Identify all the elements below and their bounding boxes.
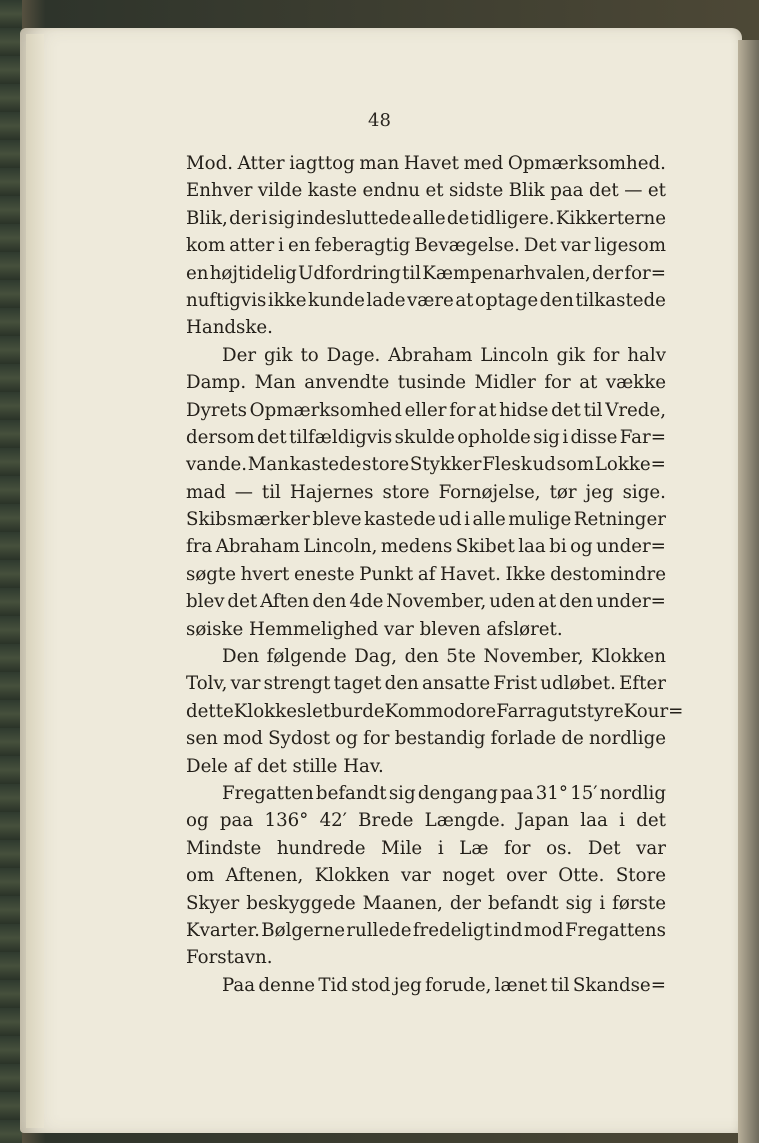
word: der (229, 207, 261, 229)
word: Frist (493, 673, 538, 695)
word: i (437, 837, 444, 859)
word: for (544, 372, 571, 394)
word: ud (532, 454, 556, 476)
word: Brede (358, 810, 414, 832)
word: Dag, (354, 646, 398, 668)
word: styre (577, 700, 624, 722)
word: at (538, 591, 557, 613)
word: Mile (381, 837, 423, 859)
word: denne (258, 974, 316, 996)
word: 4de (349, 591, 384, 613)
word: til (402, 262, 422, 284)
word: tilfældigvis (289, 426, 393, 448)
word: disse (570, 426, 618, 448)
word: som (556, 454, 595, 476)
page-number: 48 (368, 110, 391, 131)
word: Blik (508, 180, 545, 202)
word: Far= (619, 426, 666, 448)
word: Stykker (409, 454, 482, 476)
word: kaste (307, 180, 357, 202)
text-line (186, 643, 666, 670)
word: hundrede (276, 837, 366, 859)
word: kunde (308, 289, 365, 311)
word: højtidelig (209, 262, 297, 284)
word: Bølgerne (261, 919, 345, 941)
text-line (186, 260, 666, 287)
word: sig (388, 782, 416, 804)
text-line (186, 369, 666, 396)
word: Mod. (186, 153, 233, 174)
word: den (312, 591, 347, 613)
word: Skibet (455, 536, 515, 558)
word: Tid (318, 974, 348, 996)
word: strengt (263, 673, 331, 695)
word: ansatte (421, 673, 491, 695)
word: Store (615, 865, 666, 887)
word: om (186, 865, 215, 887)
word: Opmærksomhed. (507, 153, 666, 174)
word: Blik, (186, 207, 228, 229)
word: rullede (346, 919, 412, 941)
word: i (464, 509, 470, 531)
word: atter (229, 235, 275, 257)
word: destomindre (550, 563, 666, 585)
word: laa (518, 536, 546, 558)
text-line (186, 972, 666, 999)
word: iagttog (289, 153, 355, 174)
word: Opmærksomhed (249, 399, 402, 421)
text-line-content: Forstavn. (186, 947, 273, 969)
word: Fornøjelse, (438, 481, 541, 503)
word: for (592, 344, 620, 366)
text-line (186, 479, 666, 506)
word: mod (523, 919, 564, 941)
word: mad (186, 481, 226, 503)
word: befandt (487, 892, 559, 914)
word: opholde (457, 426, 531, 448)
word: den (384, 673, 419, 695)
word: Vrede, (605, 399, 666, 421)
word: eneste (293, 563, 355, 585)
word: til (583, 399, 603, 421)
word: og (186, 810, 209, 832)
word: Retninger (573, 509, 666, 531)
word: det (636, 810, 666, 832)
body-text (186, 150, 684, 999)
word: dette (186, 700, 234, 722)
word: i (619, 810, 625, 832)
word: Mindste (186, 837, 262, 859)
text-line-content: Dele af det stille Hav. (186, 755, 384, 777)
text-line (186, 917, 666, 944)
word: Man (247, 454, 289, 476)
text-line (186, 807, 666, 834)
word: Lokke= (594, 454, 666, 476)
word: nordlige (588, 728, 666, 750)
word: og (335, 728, 358, 750)
word: hidse (499, 399, 549, 421)
word: i (278, 235, 284, 257)
word: en (186, 262, 209, 284)
word: mod (223, 728, 263, 750)
word: et (647, 180, 666, 202)
word: November, (386, 591, 487, 613)
word: jeg (393, 974, 422, 996)
word: Kommodore (384, 700, 497, 722)
word: noget (442, 865, 495, 887)
text-line (186, 780, 666, 807)
text-line (186, 670, 666, 697)
word: var (636, 837, 666, 859)
text-line (186, 890, 666, 917)
word: dersom (186, 426, 255, 448)
word: paa (500, 782, 534, 804)
word: Lincoln (480, 344, 549, 366)
text-line (186, 232, 666, 259)
text-line (186, 561, 666, 588)
word: befandt (315, 782, 387, 804)
text-line (186, 506, 666, 533)
word: Klokken (591, 646, 666, 668)
word: Paa (222, 974, 256, 996)
word: for (449, 399, 476, 421)
word: nuftigvis (186, 289, 267, 311)
word: det (589, 180, 619, 202)
word: uden (489, 591, 536, 613)
word: i (261, 207, 268, 229)
word: den (404, 646, 439, 668)
word: November, (483, 646, 584, 668)
word: tør (549, 481, 577, 503)
word: bestandig (394, 728, 486, 750)
word: bi (549, 536, 567, 558)
text-line (186, 944, 666, 971)
word: og (570, 536, 593, 558)
word: taget (333, 673, 382, 695)
word: 15′ (570, 782, 598, 804)
text-line (186, 753, 666, 780)
word: Hajernes (289, 481, 374, 503)
word: 31° (535, 782, 568, 804)
text-line (186, 588, 666, 615)
word: Bevægelse. (414, 235, 520, 257)
word: de (446, 207, 470, 229)
text-line (186, 287, 666, 314)
word: sig (268, 207, 296, 229)
word: kastede (364, 509, 436, 531)
text-line-content: søiske Hemmelighed var bleven afsløret. (186, 618, 563, 640)
word: Man (254, 372, 296, 394)
text-line (186, 698, 684, 725)
word: tidligere. (470, 207, 555, 229)
text-line (186, 150, 666, 177)
word: for (504, 837, 531, 859)
word: 136° (264, 810, 309, 832)
word: fra (186, 536, 213, 558)
word: i (562, 426, 569, 448)
word: store (382, 481, 430, 503)
word: være (406, 289, 454, 311)
word: tilkastede (575, 289, 666, 311)
word: indesluttede (296, 207, 412, 229)
word: feberagtig (314, 235, 411, 257)
word: de (561, 728, 584, 750)
word: Udfordring (298, 262, 401, 284)
word: beskyggede (246, 892, 356, 914)
word: vande. (186, 454, 248, 476)
word: under= (596, 536, 666, 558)
word: Læ (459, 837, 489, 859)
word: i (599, 892, 606, 914)
word: Otte. (558, 865, 605, 887)
word: optage (475, 289, 539, 311)
word: to (300, 344, 319, 366)
word: der (449, 892, 482, 914)
text-line (186, 451, 666, 478)
word: under= (596, 591, 666, 613)
word: mulige (508, 509, 572, 531)
word: at (455, 289, 474, 311)
text-line-content: Handske. (186, 317, 273, 339)
word: at (478, 399, 497, 421)
word: det (257, 426, 287, 448)
word: Fregatten (222, 782, 314, 804)
word: Enhver (186, 180, 253, 202)
word: Det (587, 837, 621, 859)
word: Kour= (623, 700, 684, 722)
word: vilde (257, 180, 303, 202)
word: Japan (516, 810, 570, 832)
word: der (592, 262, 624, 284)
word: var (230, 673, 261, 695)
word: Havet. (440, 563, 501, 585)
word: Atter (237, 153, 285, 174)
page-right-edge (738, 40, 759, 1143)
word: Aftenen, (225, 865, 304, 887)
text-line (186, 397, 666, 424)
word: Klokken (314, 865, 390, 887)
word: første (612, 892, 666, 914)
text-line (186, 177, 666, 204)
word: os. (546, 837, 573, 859)
text-line (186, 725, 666, 752)
word: til (550, 974, 570, 996)
word: et (425, 180, 444, 202)
word: Skibsmærker (186, 509, 310, 531)
word: det (551, 399, 581, 421)
word: følgende (266, 646, 347, 668)
word: vække (605, 372, 666, 394)
word: Damp. (186, 372, 247, 394)
word: Kikkerterne (555, 207, 666, 229)
word: halv (627, 344, 666, 366)
word: nordlig (599, 782, 666, 804)
word: skulde (394, 426, 455, 448)
word: dengang (417, 782, 498, 804)
word: Dyrets (186, 399, 247, 421)
word: 5te (446, 646, 476, 668)
word: alle (472, 509, 506, 531)
word: Kæmpenarhvalen, (422, 262, 591, 284)
word: Tolv, (186, 673, 228, 695)
word: gik (264, 344, 293, 366)
word: blev (186, 591, 225, 613)
word: Aften (260, 591, 310, 613)
word: Flesk (482, 454, 532, 476)
word: for= (624, 262, 666, 284)
word: Det (523, 235, 557, 257)
word: — (234, 481, 253, 503)
word: endnu (362, 180, 420, 202)
word: at (579, 372, 598, 394)
word: anvendte (304, 372, 390, 394)
word: Klokkeslet (233, 700, 331, 722)
text-line (186, 342, 666, 369)
word: Midler (474, 372, 536, 394)
word: Ikke (505, 563, 546, 585)
word: den (539, 289, 574, 311)
word: med (463, 153, 504, 174)
word: medens (380, 536, 453, 558)
word: over (506, 865, 547, 887)
word: Fregattens (564, 919, 666, 941)
word: forude, (425, 974, 492, 996)
word: for (363, 728, 390, 750)
word: udløbet. (540, 673, 616, 695)
word: kastede (289, 454, 362, 476)
text-line (186, 424, 666, 451)
word: søgte (186, 563, 236, 585)
word: en (287, 235, 311, 257)
word: burde (330, 700, 385, 722)
word: Havet (403, 153, 459, 174)
word: stod (351, 974, 391, 996)
word: var (560, 235, 591, 257)
word: man (359, 153, 400, 174)
word: Den (222, 646, 260, 668)
word: paa (550, 180, 584, 202)
word: ud (438, 509, 462, 531)
word: laa (580, 810, 608, 832)
word: forlade (490, 728, 557, 750)
word: til (261, 481, 281, 503)
word: Sydost (268, 728, 331, 750)
word: Skandse= (572, 974, 666, 996)
word: Kvarter. (186, 919, 260, 941)
word: sige. (622, 481, 666, 503)
word: Maanen, (362, 892, 443, 914)
book-cover-edge (0, 0, 22, 1143)
text-line (186, 205, 666, 232)
word: lade (366, 289, 406, 311)
word: sen (186, 728, 218, 750)
word: hvert (240, 563, 290, 585)
word: af (417, 563, 436, 585)
word: Abraham (215, 536, 300, 558)
word: alle (412, 207, 446, 229)
word: Dage. (326, 344, 381, 366)
word: tusinde (397, 372, 467, 394)
word: Efter (619, 673, 666, 695)
word: eller (404, 399, 447, 421)
word: Der (222, 344, 257, 366)
text-line (186, 533, 666, 560)
word: Farragut (496, 700, 578, 722)
text-line (186, 835, 666, 862)
word: sig (533, 426, 560, 448)
word: 42′ (319, 810, 347, 832)
word: sig (565, 892, 593, 914)
word: var (401, 865, 431, 887)
word: Længde. (424, 810, 506, 832)
text-line (186, 314, 666, 341)
word: jeg (585, 481, 614, 503)
word: paa (219, 810, 254, 832)
word: — (624, 180, 643, 202)
page-gutter (26, 34, 44, 1128)
word: den (559, 591, 594, 613)
word: sidste (449, 180, 504, 202)
text-line (186, 616, 666, 643)
word: ligesom (594, 235, 666, 257)
word: det (227, 591, 258, 613)
word: store (362, 454, 410, 476)
word: gik (556, 344, 586, 366)
word: Lincoln, (303, 536, 378, 558)
word: lænet (494, 974, 548, 996)
word: Abraham (388, 344, 473, 366)
text-line (186, 862, 666, 889)
word: ind (493, 919, 523, 941)
word: Punkt (359, 563, 414, 585)
word: ikke (267, 289, 307, 311)
word: bleve (312, 509, 362, 531)
word: fredeligt (412, 919, 493, 941)
word: kom (186, 235, 226, 257)
word: Skyer (186, 892, 240, 914)
